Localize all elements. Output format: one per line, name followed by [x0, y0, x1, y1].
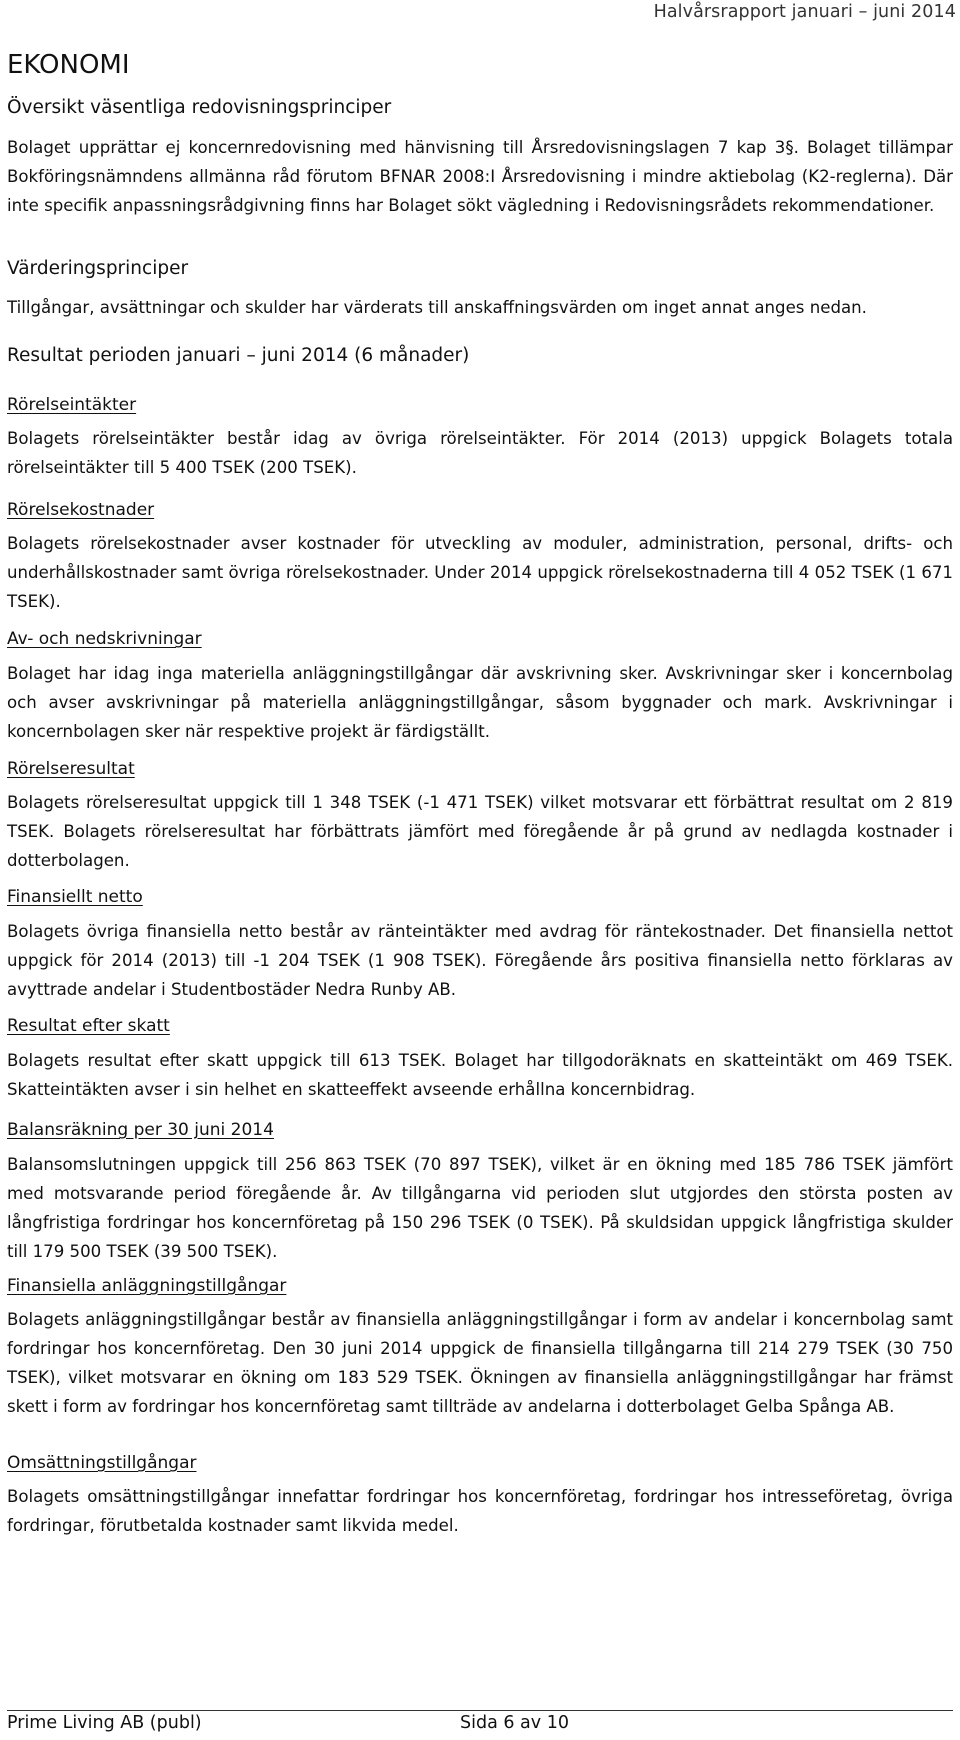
footer-company: Prime Living AB (publ) [7, 1713, 202, 1733]
subsection-heading: Av- och nedskrivningar [7, 629, 202, 649]
page-number: Sida 6 av 10 [460, 1713, 569, 1733]
result-heading: Resultat perioden januari – juni 2014 (6 månader) [7, 345, 470, 366]
subsection-heading: Balansräkning per 30 juni 2014 [7, 1120, 274, 1140]
subsection-paragraph: Bolagets rörelseintäkter består idag av övriga rörelseintäkter. För 2014 (2013) uppgick Bolagets totala rörelseintäkter till 5 400 TSEK (200 TSEK). [7, 429, 953, 477]
subsection-heading: Resultat efter skatt [7, 1016, 170, 1036]
subsection-paragraph: Bolagets rörelseresultat uppgick till 1 348 TSEK (-1 471 TSEK) vilket motsvarar ett förbättrat resultat om 2 819 TSEK. Bolagets rörelseresultat har förbättrats jämfört med föregående år på grund av nedlagda kostnader i dotterbolagen. [7, 793, 953, 870]
subsection-paragraph: Bolagets anläggningstillgångar består av finansiella anläggningstillgångar i form av andelar i koncernbolag samt fordringar hos koncernföretag. Den 30 juni 2014 uppgick de finansiella tillgångarna till 214 279 TSEK (30 750 TSEK), vilket motsvarar en ökning om 183 529 TSEK. Ökningen av finansiella anläggningstillgångar har främst skett i form av fordringar hos koncernföretag samt tillträde av andelarna i dotterbolaget Gelba Spånga AB. [7, 1310, 953, 1416]
subsection-heading: Rörelsekostnader [7, 500, 155, 520]
subsection-paragraph: Bolagets resultat efter skatt uppgick till 613 TSEK. Bolaget har tillgodoräknats en skatteintäkt om 469 TSEK. Skatteintäkten avser i sin helhet en skatteeffekt avseende erhållna koncernbidrag. [7, 1051, 953, 1099]
subsection-paragraph: Bolagets övriga finansiella netto består av ränteintäkter med avdrag för räntekostnader. Det finansiella nettot uppgick för 2014 (2013) till -1 204 TSEK (1 908 TSEK). Föregående års positiva finansiella netto förklaras av avyttrade andelar i Studentbostäder Nedra Runby AB. [7, 922, 953, 999]
overview-paragraph: Bolaget upprättar ej koncernredovisning med hänvisning till Årsredovisningslagen 7 kap 3§. Bolaget tillämpar Bokföringsnämndens allmänna råd förutom BFNAR 2008:I Årsredovisning i mindre aktiebolag (K2-reglerna). Där inte specifik anpassningsrådgivning finns har Bolaget sökt vägledning i Redovisningsrådets rekommendationer. [7, 138, 953, 215]
section-title: EKONOMI [7, 50, 130, 80]
subsection-heading: Rörelseintäkter [7, 395, 137, 415]
subsection-heading: Finansiella anläggningstillgångar [7, 1276, 287, 1296]
running-header: Halvårsrapport januari – juni 2014 [653, 2, 956, 22]
subsection-paragraph: Bolagets rörelsekostnader avser kostnader för utveckling av moduler, administration, personal, drifts- och underhållskostnader samt övriga rörelsekostnader. Under 2014 uppgick rörelsekostnaderna till 4 052 TSEK (1 671 TSEK). [7, 534, 953, 611]
subsection-heading: Finansiellt netto [7, 887, 143, 907]
subsection-paragraph: Balansomslutningen uppgick till 256 863 TSEK (70 897 TSEK), vilket är en ökning med 185 786 TSEK jämfört med motsvarande period föregående år. Av tillgångarna vid perioden slut utgjordes den största posten av långfristiga fordringar hos koncernföretag på 150 296 TSEK (0 TSEK). På skuldsidan uppgick långfristiga skulder till 179 500 TSEK (39 500 TSEK). [7, 1155, 953, 1261]
subsection-heading: Rörelseresultat [7, 759, 135, 779]
footer-divider [7, 1710, 953, 1711]
overview-heading: Översikt väsentliga redovisningsprinciper [7, 97, 392, 118]
subsection-paragraph: Bolagets omsättningstillgångar innefattar fordringar hos koncernföretag, fordringar hos intresseföretag, övriga fordringar, förutbetalda kostnader samt likvida medel. [7, 1487, 953, 1535]
subsection-paragraph: Bolaget har idag inga materiella anläggningstillgångar där avskrivning sker. Avskrivningar sker i koncernbolag och avser avskrivningar på materiella anläggningstillgångar, såsom byggnader och mark. Avskrivningar i koncernbolagen sker när respektive projekt är färdigställt. [7, 664, 953, 741]
valuation-paragraph: Tillgångar, avsättningar och skulder har värderats till anskaffningsvärden om inget annat anges nedan. [7, 298, 867, 317]
valuation-heading: Värderingsprinciper [7, 258, 189, 279]
subsection-heading: Omsättningstillgångar [7, 1453, 197, 1473]
